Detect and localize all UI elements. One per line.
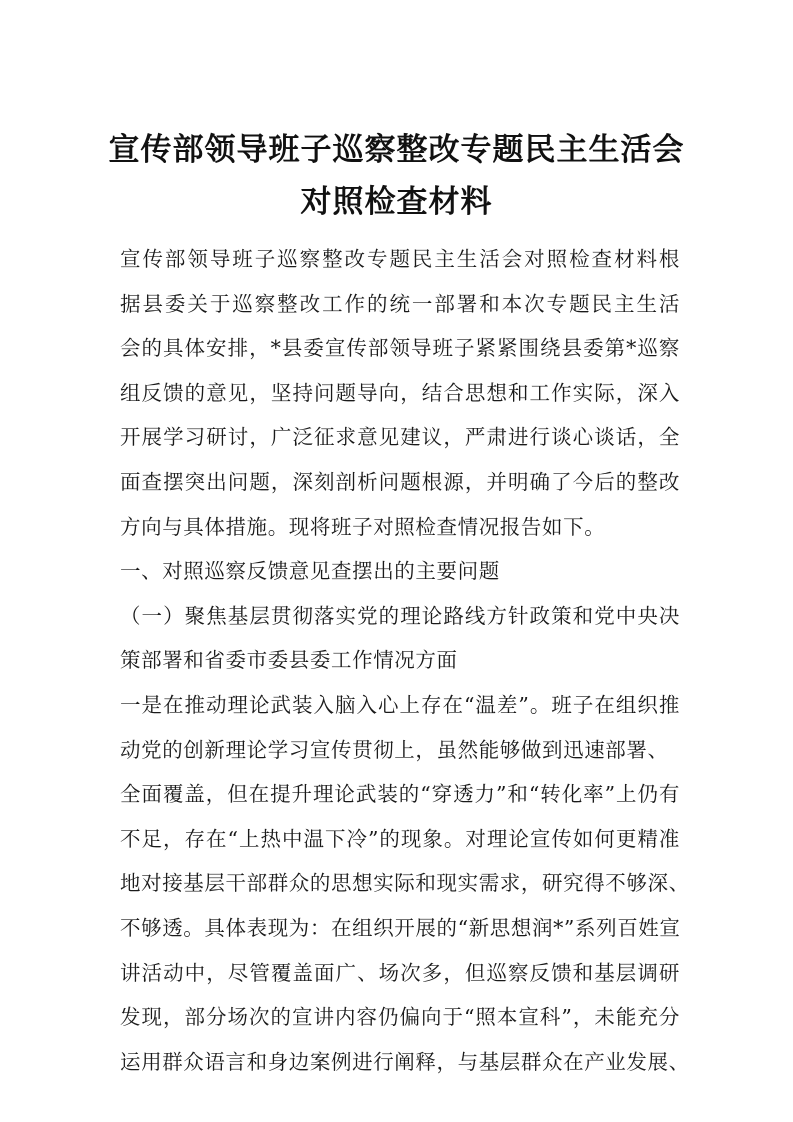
subsection-heading: 策部署和省委市委县委工作情况方面 [120,648,458,673]
document-title-line-1: 宣传部领导班子巡察整改专题民主生活会 [108,132,685,168]
body-line: 全面覆盖，但在提升理论武装的“穿透力”和“转化率”上仍有 [120,782,680,807]
document-title-line-2: 对照检查材料 [300,184,493,220]
body-line: 地对接基层干部群众的思想实际和现实需求，研究得不够深、 [120,871,690,896]
body-line: 开展学习研讨，广泛征求意见建议，严肃进行谈心谈话，全 [120,425,680,450]
body-line: 会的具体安排，*县委宣传部领导班子紧紧围绕县委第*巡察 [120,336,680,361]
subsection-heading: （一）聚焦基层贯彻落实党的理论路线方针政策和党中央决 [120,603,680,628]
body-line: 运用群众语言和身边案例进行阐释，与基层群众在产业发展、 [120,1049,690,1074]
body-line: 面查摆突出问题，深刻剖析问题根源，并明确了今后的整改 [120,469,680,494]
section-heading: 一、对照巡察反馈意见查摆出的主要问题 [120,559,500,584]
body-line: 一是在推动理论武装入脑入心上存在“温差”。班子在组织推 [120,692,680,717]
body-line: 不足，存在“上热中温下冷”的现象。对理论宣传如何更精准 [120,826,680,851]
body-line: 方向与具体措施。现将班子对照检查情况报告如下。 [120,514,606,539]
body-line: 发现，部分场次的宣讲内容仍偏向于“照本宣科”，未能充分 [120,1005,680,1030]
document-body [120,243,690,1090]
body-line: 组反馈的意见，坚持问题导向，结合思想和工作实际，深入 [120,380,680,405]
body-line: 不够透。具体表现为：在组织开展的“新思想润*”系列百姓宣 [120,915,681,940]
body-line: 宣传部领导班子巡察整改专题民主生活会对照检查材料根 [120,247,680,271]
body-line: 据县委关于巡察整改工作的统一部署和本次专题民主生活 [120,291,680,316]
body-line: 讲活动中，尽管覆盖面广、场次多，但巡察反馈和基层调研 [120,960,680,985]
body-line: 动党的创新理论学习宣传贯彻上，虽然能够做到迅速部署、 [120,737,669,762]
